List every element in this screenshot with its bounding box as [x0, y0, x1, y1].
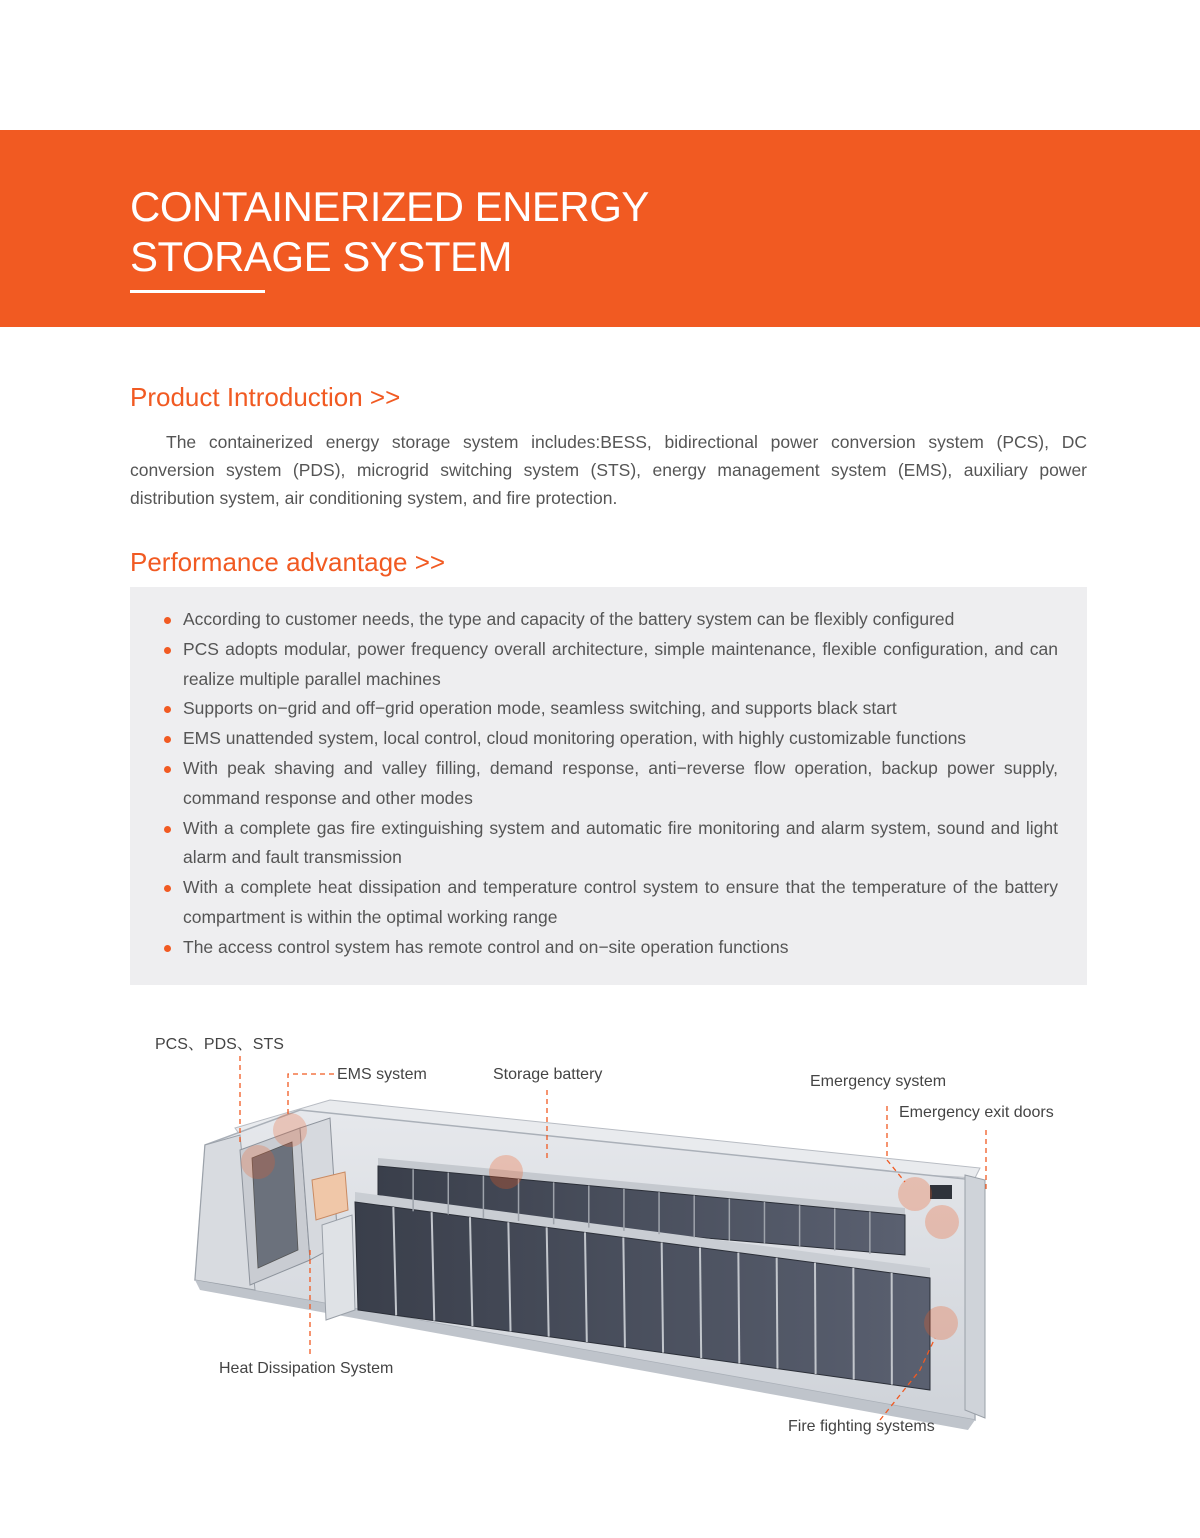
advantage-text: PCS adopts modular, power frequency overall architecture, simple maintenance, flexible configuration, and can realize multiple parallel machines [183, 638, 1058, 689]
fire-fighting-label: Fire fighting systems [788, 1418, 935, 1435]
rack-divider [662, 1243, 663, 1353]
emergency-system-highlight [898, 1177, 932, 1211]
advantage-text: According to customer needs, the type and capacity of the battery system can be flexibly configured [183, 609, 955, 629]
product-introduction-heading: Product Introduction >> [130, 382, 401, 412]
advantage-item [164, 635, 1058, 695]
advantage-text: Supports on−grid and off−grid operation mode, seamless switching, and supports black start [183, 698, 897, 719]
emergency-system-label: Emergency system [810, 1073, 947, 1090]
rack-divider [738, 1253, 739, 1364]
title-underline [130, 290, 265, 293]
storage-battery-label: Storage battery [493, 1066, 603, 1083]
advantage-text: The access control system has remote control and on−site operation functions [183, 936, 789, 957]
bullet-icon [164, 885, 171, 892]
exit-door-highlight [925, 1205, 959, 1239]
advantage-text: With a complete gas fire extinguishing system and automatic fire monitoring and alarm system, sound and light alarm and fault transmission [183, 817, 1058, 868]
advantage-item [164, 873, 1058, 933]
bullet-icon [164, 945, 171, 952]
heat-dissipation-label: Heat Dissipation System [219, 1360, 394, 1377]
advantage-text: EMS unattended system, local control, cloud monitoring operation, with highly customizable functions [183, 728, 967, 749]
emergency-control-box [930, 1185, 952, 1199]
container-diagram [0, 1010, 1200, 1470]
advantage-item [164, 933, 1058, 963]
rack-divider [815, 1263, 816, 1374]
title-banner [0, 130, 1200, 327]
rack-divider [777, 1258, 778, 1369]
performance-advantage-heading: Performance advantage >> [130, 547, 446, 577]
page-title-line-2: STORAGE SYSTEM [130, 233, 512, 280]
pcs-highlight [241, 1145, 275, 1179]
bullet-icon [164, 617, 171, 624]
bullet-icon [164, 647, 171, 654]
rack-divider [700, 1248, 701, 1358]
ems-system-label: EMS system [337, 1066, 427, 1083]
advantage-list [164, 605, 1058, 963]
advantage-text: With a complete heat dissipation and temperature control system to ensure that the temperature of the battery compartment is within the optimal working range [183, 877, 1058, 927]
performance-advantage-panel [130, 587, 1087, 985]
bullet-icon [164, 706, 171, 713]
advantage-item [164, 754, 1058, 814]
ems-highlight [273, 1113, 307, 1147]
bullet-icon [164, 826, 171, 833]
advantage-item [164, 724, 1058, 754]
bullet-icon [164, 736, 171, 743]
advantage-text: With peak shaving and valley filling, demand response, anti−reverse flow operation, backup power supply, command response and other modes [183, 757, 1058, 808]
bullet-icon [164, 766, 171, 773]
emergency-exit-doors-label: Emergency exit doors [899, 1104, 1054, 1121]
heat-dissipation-unit [322, 1215, 355, 1320]
advantage-item [164, 814, 1058, 874]
pcs-pds-sts-label: PCS、PDS、STS [155, 1036, 284, 1053]
page-title-line-1: CONTAINERIZED ENERGY [130, 183, 649, 230]
storage-battery-highlight [489, 1155, 523, 1189]
fire-fighting-highlight [924, 1306, 958, 1340]
container-right-end [965, 1175, 985, 1418]
advantage-item [164, 605, 1058, 635]
advantage-item [164, 694, 1058, 724]
page-title [130, 182, 649, 282]
product-introduction-text: The containerized energy storage system includes:BESS, bidirectional power conversion system (PCS), DC conversion system (PDS), microgrid switching system (STS), energy management system (EMS), auxiliary power distribution system, air conditioning system, and fire protection. [130, 432, 1087, 508]
